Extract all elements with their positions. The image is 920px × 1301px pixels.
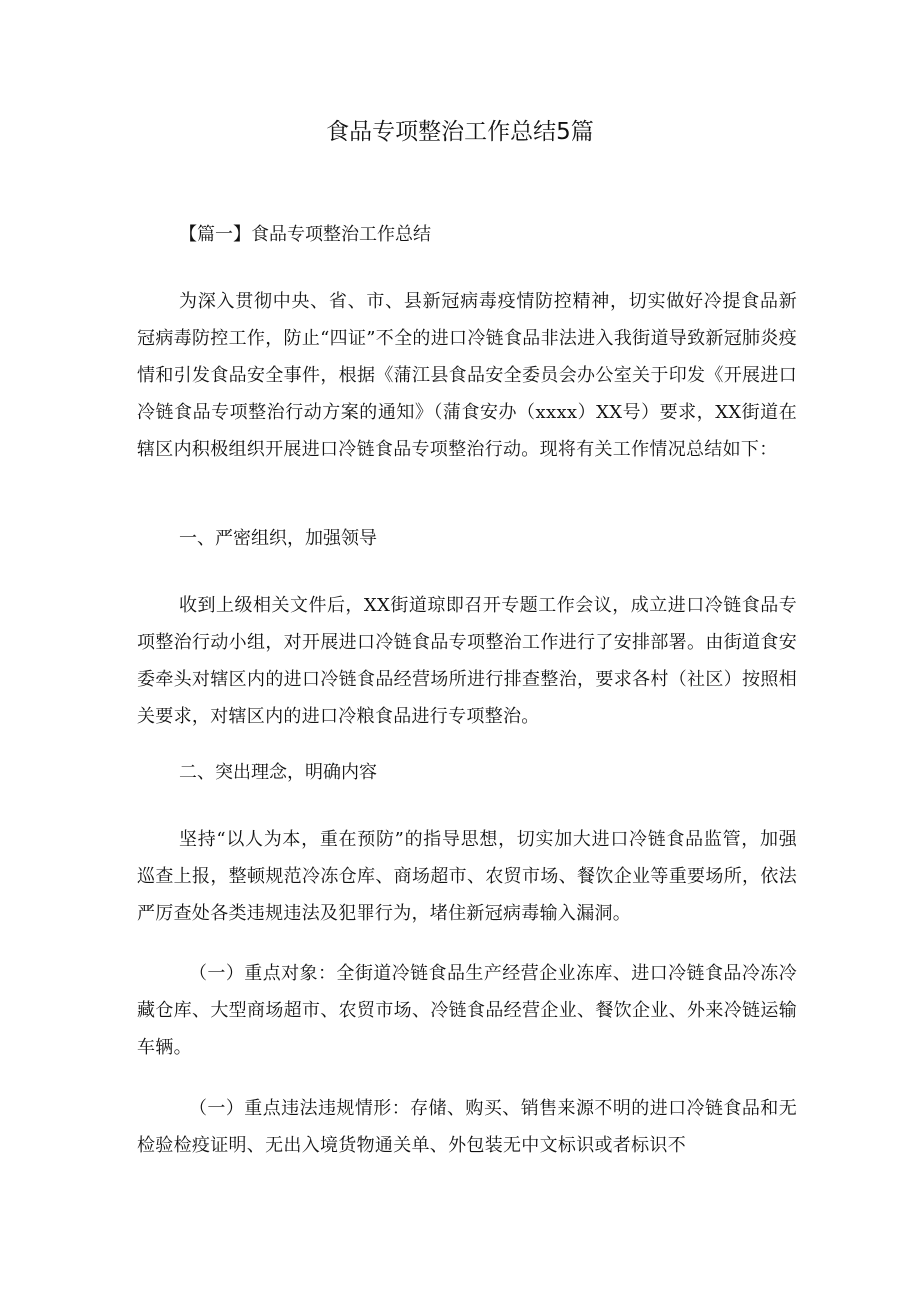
part1-heading: 一、严密组织，加强领导 [179,528,377,549]
part2-heading: 二、突出理念，明确内容 [179,762,377,783]
document-title: 食品专项整治工作总结5篇 [326,119,594,145]
part1-paragraph: 收到上级相关文件后，XX街道琼即召开专题工作会议，成立进口冷链食品专项整治行动小组，对开展进口冷链食品专项整治工作进行了安排部署。由街道食安委牵头对辖区内的进口冷链食品经营场所进行排查整治，要求各村（社区）按照相关要求，对辖区内的进口冷粮食品进行专项整治。 [137,595,797,727]
item2-paragraph: （一）重点违法违规情形：存储、购买、销售来源不明的进口冷链食品和无检验检疫证明、无出入境货物通关单、外包装无中文标识或者标识不 [137,1098,797,1156]
section-heading: 【篇一】食品专项整治工作总结 [179,224,431,245]
part2-paragraph: 坚持“以人为本，重在预防”的指导思想，切实加大进口冷链食品监管，加强巡查上报，整顿规范冷冻仓库、商场超市、农贸市场、餐饮企业等重要场所，依法严厉查处各类违规违法及犯罪行为，堵住新冠病毒输入漏洞。 [137,829,797,924]
intro-paragraph: 为深入贯彻中央、省、市、县新冠病毒疫情防控精神，切实做好冷提食品新冠病毒防控工作，防止“四证”不全的进口冷链食品非法进入我街道导致新冠肺炎疫情和引发食品安全事件，根据《蒲江县食品安全委员会办公室关于印发《开展进口冷链食品专项整治行动方案的通知》（蒲食安办（xxxx）XX号）要求，XX街道在辖区内积极组织开展进口冷链食品专项整治行动。现将有关工作情况总结如下： [137,291,797,460]
item1-paragraph: （一）重点对象：全街道冷链食品生产经营企业冻库、进口冷链食品冷冻冷藏仓库、大型商场超市、农贸市场、冷链食品经营企业、餐饮企业、外来冷链运输车辆。 [137,963,797,1058]
